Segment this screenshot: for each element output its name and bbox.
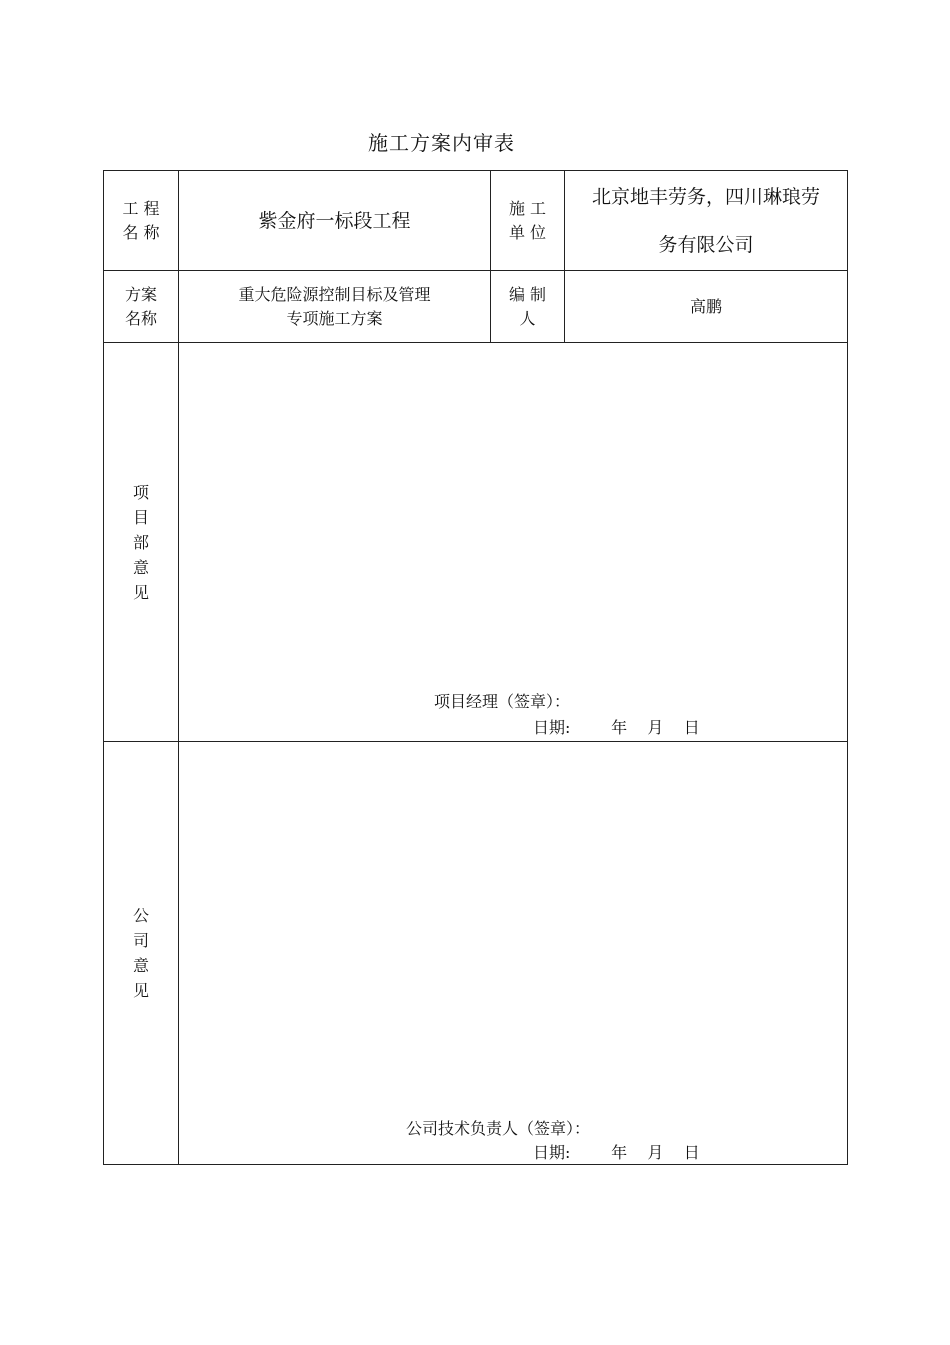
author-label: 编 制 人 bbox=[508, 284, 547, 328]
plan-name-value-cell[interactable] bbox=[179, 271, 491, 343]
plan-row bbox=[104, 271, 848, 343]
project-manager-signature-label: 项目经理（签章）： bbox=[434, 692, 571, 711]
project-row bbox=[104, 171, 848, 271]
construction-unit-value-cell[interactable] bbox=[565, 171, 848, 271]
project-name-value: 紫金府一标段工程 bbox=[258, 209, 411, 232]
company-opinion-row bbox=[104, 742, 848, 1165]
project-opinion-row bbox=[104, 343, 848, 742]
author-value-cell[interactable] bbox=[565, 271, 848, 343]
project-name-label: 工 程 名 称 bbox=[122, 198, 160, 242]
plan-name-value: 重大危险源控制目标及管理 专项施工方案 bbox=[238, 284, 431, 328]
project-name-value-cell[interactable] bbox=[179, 171, 491, 271]
construction-unit-label-cell bbox=[491, 171, 565, 271]
plan-name-label: 方案 名称 bbox=[124, 284, 157, 328]
company-opinion-label-cell bbox=[104, 742, 179, 1165]
project-opinion-date: 日期: 年 月 日 bbox=[533, 718, 700, 737]
project-opinion-label: 项 目 部 意 见 bbox=[132, 482, 149, 602]
company-tech-lead-signature-label: 公司技术负责人（签章）： bbox=[406, 1119, 591, 1138]
project-opinion-area[interactable] bbox=[179, 343, 848, 742]
construction-unit-value: 北京地丰劳务，四川琳琅劳 务有限公司 bbox=[591, 185, 820, 256]
construction-unit-label: 施 工 单 位 bbox=[508, 198, 547, 242]
plan-name-label-cell bbox=[104, 271, 179, 343]
author-value: 高鹏 bbox=[689, 296, 722, 316]
company-opinion-area[interactable] bbox=[179, 742, 848, 1165]
project-name-label-cell bbox=[104, 171, 179, 271]
page-title: 施工方案内审表 bbox=[368, 131, 515, 155]
project-opinion-label-cell bbox=[104, 343, 179, 742]
company-opinion-label: 公 司 意 见 bbox=[132, 906, 149, 1000]
author-label-cell bbox=[491, 271, 565, 343]
company-opinion-date: 日期: 年 月 日 bbox=[533, 1143, 700, 1162]
review-form-table bbox=[103, 170, 848, 1165]
